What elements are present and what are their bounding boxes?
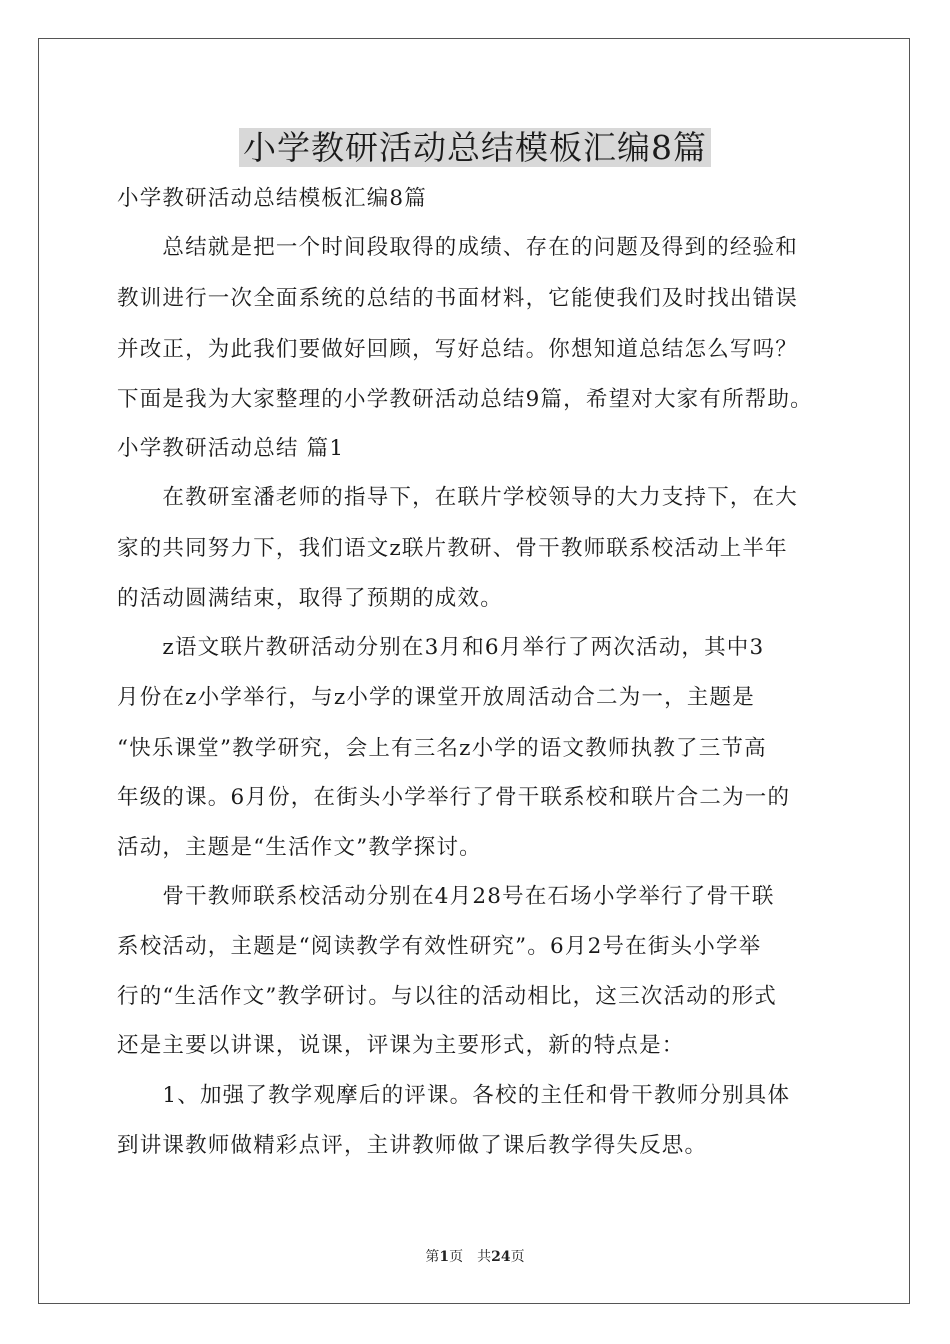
body-line: 活动，主题是“生活作文”教学探讨。 (117, 835, 482, 860)
body-line: 下面是我为大家整理的小学教研活动总结9篇，希望对大家有所帮助。 (117, 387, 813, 412)
body-line: 并改正，为此我们要做好回顾，写好总结。你想知道总结怎么写吗？ (117, 337, 799, 362)
body-line: 1、加强了教学观摩后的评课。各校的主任和骨干教师分别具体 (117, 1083, 791, 1108)
body-line: 的活动圆满结束，取得了预期的成效。 (117, 586, 503, 611)
body-line: “快乐课堂”教学研究，会上有三名z小学的语文教师执教了三节高 (117, 736, 767, 761)
section-heading: 小学教研活动总结 篇1 (117, 436, 345, 461)
page-footer: 第1页 共24页 (425, 1249, 525, 1265)
body-line: 家的共同努力下，我们语文z联片教研、骨干教师联系校活动上半年 (117, 536, 788, 561)
body-line: 总结就是把一个时间段取得的成绩、存在的问题及得到的经验和 (117, 235, 799, 260)
body-line: 骨干教师联系校活动分别在4月28号在石场小学举行了骨干联 (117, 884, 775, 909)
body-line: 行的“生活作文”教学研讨。与以往的活动相比，这三次活动的形式 (117, 984, 777, 1009)
body-line: 教训进行一次全面系统的总结的书面材料，它能使我们及时找出错误 (117, 286, 799, 311)
body-line: 还是主要以讲课，说课，评课为主要形式，新的特点是： (117, 1033, 685, 1058)
subtitle-line: 小学教研活动总结模板汇编8篇 (117, 186, 427, 211)
body-line: 月份在z小学举行，与z小学的课堂开放周活动合二为一，主题是 (117, 685, 755, 710)
page-number: 1 (439, 1249, 450, 1265)
body-line: 到讲课教师做精彩点评，主讲教师做了课后教学得失反思。 (117, 1133, 708, 1158)
total-pages: 24 (491, 1249, 511, 1265)
page-border (38, 38, 910, 1304)
body-line: 在教研室潘老师的指导下，在联片学校领导的大力支持下，在大 (117, 485, 799, 510)
body-line: 年级的课。6月份，在街头小学举行了骨干联系校和联片合二为一的 (117, 785, 791, 810)
body-line: 系校活动，主题是“阅读教学有效性研究”。6月2号在街头小学举 (117, 934, 762, 959)
document-title: 小学教研活动总结模板汇编8篇 (0, 122, 950, 174)
body-line: z语文联片教研活动分别在3月和6月举行了两次活动，其中3 (117, 635, 765, 660)
